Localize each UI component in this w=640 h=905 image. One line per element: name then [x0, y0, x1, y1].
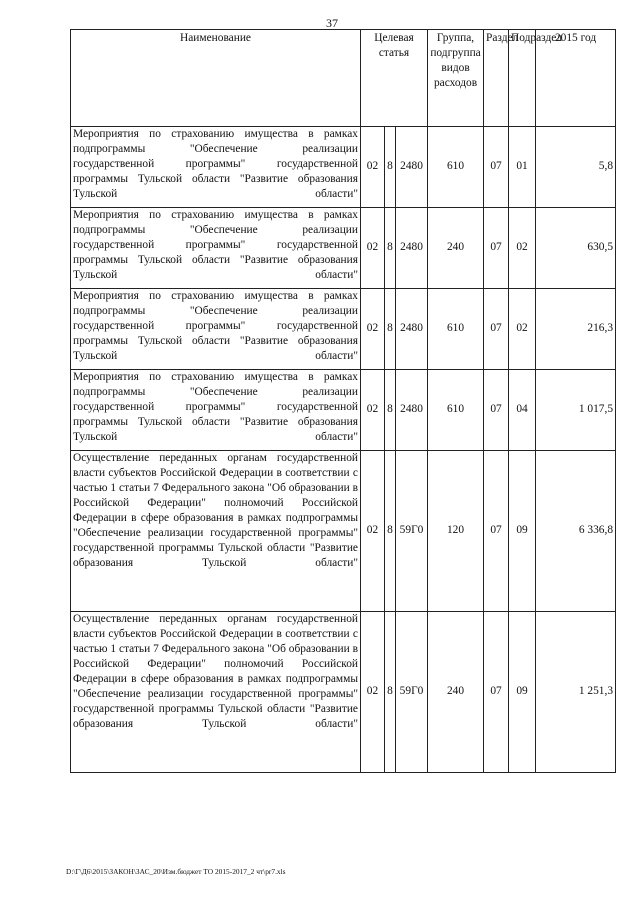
cell-program: 02	[361, 127, 385, 208]
cell-subprogram: 8	[385, 612, 396, 773]
cell-group: 610	[428, 370, 484, 451]
cell-name: Мероприятия по страхованию имущества в рамках подпрограммы "Обеспечение реализации государственной программы" государственной программы Тульской области "Развитие образования Тульской области"	[71, 208, 361, 289]
cell-group: 240	[428, 612, 484, 773]
cell-direction: 59Г0	[396, 612, 428, 773]
table-row	[71, 289, 616, 370]
cell-sum: 216,3	[536, 289, 616, 370]
cell-program: 02	[361, 451, 385, 612]
cell-section: 07	[484, 451, 509, 612]
table-header-row	[71, 30, 616, 127]
cell-group: 610	[428, 127, 484, 208]
header-subsection: Подраздел	[509, 30, 536, 127]
budget-table	[70, 29, 616, 773]
table-row	[71, 127, 616, 208]
cell-program: 02	[361, 612, 385, 773]
cell-name: Мероприятия по страхованию имущества в рамках подпрограммы "Обеспечение реализации государственной программы" государственной программы Тульской области "Развитие образования Тульской области"	[71, 127, 361, 208]
cell-section: 07	[484, 612, 509, 773]
cell-sum: 1 017,5	[536, 370, 616, 451]
table-row	[71, 370, 616, 451]
cell-name: Мероприятия по страхованию имущества в рамках подпрограммы "Обеспечение реализации государственной программы" государственной программы Тульской области "Развитие образования Тульской области"	[71, 370, 361, 451]
header-name: Наименование	[71, 30, 361, 127]
cell-sum: 630,5	[536, 208, 616, 289]
cell-subsection: 09	[509, 451, 536, 612]
cell-direction: 2480	[396, 289, 428, 370]
cell-subprogram: 8	[385, 208, 396, 289]
table-row	[71, 208, 616, 289]
header-year: 2015 год	[536, 30, 616, 127]
cell-direction: 59Г0	[396, 451, 428, 612]
cell-subprogram: 8	[385, 370, 396, 451]
cell-sum: 6 336,8	[536, 451, 616, 612]
cell-direction: 2480	[396, 127, 428, 208]
cell-section: 07	[484, 289, 509, 370]
cell-name: Мероприятия по страхованию имущества в рамках подпрограммы "Обеспечение реализации государственной программы" государственной программы Тульской области "Развитие образования Тульской области"	[71, 289, 361, 370]
cell-direction: 2480	[396, 208, 428, 289]
cell-section: 07	[484, 208, 509, 289]
header-section: Раздел	[484, 30, 509, 127]
cell-subsection: 01	[509, 127, 536, 208]
file-path: D:\Г\Д6\2015\ЗАКОН\ЗАС_20\Изм.бюджет ТО 2015-2017_2 чт\pr7.xls	[66, 867, 286, 876]
cell-direction: 2480	[396, 370, 428, 451]
table-row	[71, 612, 616, 773]
cell-subprogram: 8	[385, 289, 396, 370]
cell-section: 07	[484, 370, 509, 451]
cell-subsection: 02	[509, 208, 536, 289]
cell-subprogram: 8	[385, 127, 396, 208]
table-row	[71, 451, 616, 612]
cell-group: 240	[428, 208, 484, 289]
cell-subsection: 04	[509, 370, 536, 451]
cell-program: 02	[361, 208, 385, 289]
cell-program: 02	[361, 370, 385, 451]
cell-group: 120	[428, 451, 484, 612]
header-group: Группа, подгруппа видов расходов	[428, 30, 484, 127]
cell-group: 610	[428, 289, 484, 370]
cell-section: 07	[484, 127, 509, 208]
header-target-article: Целевая статья	[361, 30, 428, 127]
cell-subprogram: 8	[385, 451, 396, 612]
cell-program: 02	[361, 289, 385, 370]
cell-subsection: 09	[509, 612, 536, 773]
cell-sum: 1 251,3	[536, 612, 616, 773]
cell-subsection: 02	[509, 289, 536, 370]
cell-name: Осуществление переданных органам государственной власти субъектов Российской Федерации в соответствии с частью 1 статьи 7 Федерального закона "Об образовании в Российской Федерации" полномочий Российской Федерации в сфере образования в рамках подпрограммы "Обеспечение реализации государственной программы" государственной программы Тульской области "Развитие образования Тульской области"	[71, 612, 361, 773]
page-number: 37	[326, 16, 338, 30]
cell-sum: 5,8	[536, 127, 616, 208]
cell-name: Осуществление переданных органам государственной власти субъектов Российской Федерации в соответствии с частью 1 статьи 7 Федерального закона "Об образовании в Российской Федерации" полномочий Российской Федерации в сфере образования в рамках подпрограммы "Обеспечение реализации государственной программы" государственной программы Тульской области "Развитие образования Тульской области"	[71, 451, 361, 612]
